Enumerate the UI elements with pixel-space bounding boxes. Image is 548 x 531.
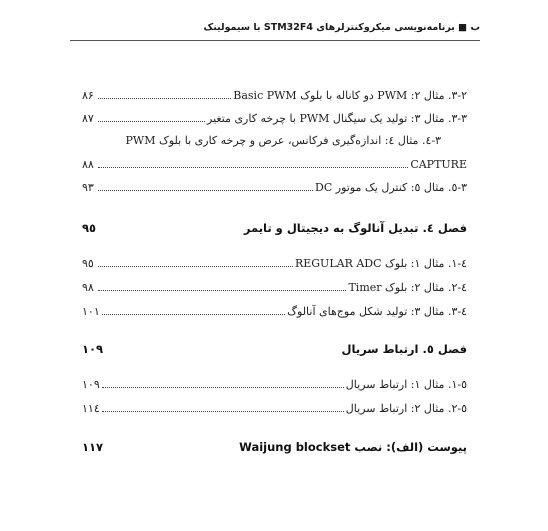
toc-entry-title: ٥-۱. مثال ۱: ارتباط سریال xyxy=(345,378,467,391)
dot-leader xyxy=(102,399,344,412)
toc-entry[interactable] xyxy=(82,132,467,150)
toc-entry[interactable] xyxy=(82,278,467,296)
toc-entry-page: ۸۶ xyxy=(82,89,94,102)
toc-entry-title: CAPTURE xyxy=(410,158,467,171)
running-header xyxy=(70,22,480,33)
dot-leader xyxy=(98,178,313,191)
toc-entry-page: ۸۷ xyxy=(82,112,94,125)
toc-entry-page: ۸۸ xyxy=(82,158,94,171)
toc-chapter-page: ۱۰۹ xyxy=(82,342,104,356)
toc-entry-page: ۹۳ xyxy=(82,181,94,194)
toc-chapter-title: فصل ٥. ارتباط سریال xyxy=(341,342,467,356)
toc-entry-title: ۳-۳. مثال ۳: تولید یک سیگنال PWM با چرخه کاری متغیر xyxy=(207,112,467,125)
dot-leader xyxy=(98,86,231,99)
toc-entry-title: ۳-٥. مثال ٥: کنترل یک موتور DC xyxy=(315,181,467,194)
toc-chapter[interactable] xyxy=(82,218,467,238)
toc-entry[interactable] xyxy=(82,375,467,393)
toc-chapter[interactable] xyxy=(82,339,467,359)
toc-entry-page: ۹۸ xyxy=(82,281,94,294)
running-header-title: ب ■ برنامه‌نویسی میکروکنترلرهای STM32F4 با سیمولینک xyxy=(203,22,480,33)
toc-appendix[interactable] xyxy=(82,437,467,457)
toc-entry[interactable] xyxy=(82,109,467,127)
toc-entry-page: ۱۰۹ xyxy=(82,378,100,391)
toc-entry-title: ۳-٤. مثال ٤: اندازه‌گیری فرکانس، عرض و چرخه کاری با بلوک PWM xyxy=(125,134,441,147)
toc-appendix-page: ۱۱۷ xyxy=(82,440,104,454)
toc-entry-title: ٤-۲. مثال ۲: بلوک Timer xyxy=(348,281,467,294)
toc-chapter-title: فصل ٤. تبدیل آنالوگ به دیجیتال و تایمر xyxy=(243,221,467,235)
toc-entry-title: ٥-۲. مثال ۲: ارتباط سریال xyxy=(345,402,467,415)
toc-entry[interactable] xyxy=(82,86,467,104)
dot-leader xyxy=(98,109,205,122)
toc-entry[interactable] xyxy=(82,399,467,417)
toc-entry-title: ٤-۳. مثال ۳: تولید شکل موج‌های آنالوگ xyxy=(287,305,467,318)
dot-leader xyxy=(102,375,344,388)
header-rule xyxy=(70,40,480,41)
toc-entry[interactable] xyxy=(82,155,467,173)
toc-entry-page: ۱۱٤ xyxy=(82,402,100,415)
toc-entry-title: ۳-۲. مثال ۲: PWM دو کاناله با بلوک Basic PWM xyxy=(233,89,467,102)
dot-leader xyxy=(98,254,293,267)
toc-entry-page: ۹٥ xyxy=(82,257,94,270)
toc-entry[interactable] xyxy=(82,302,467,320)
toc-chapter-page: ۹٥ xyxy=(82,221,97,235)
dot-leader xyxy=(98,278,346,291)
toc-entry-title: ٤-۱. مثال ۱: بلوک REGULAR ADC xyxy=(294,257,467,270)
toc-entry[interactable] xyxy=(82,178,467,196)
toc-entry-page: ۱۰۱ xyxy=(82,305,100,318)
dot-leader xyxy=(98,155,408,168)
dot-leader xyxy=(102,302,285,315)
toc-entry[interactable] xyxy=(82,254,467,272)
toc-appendix-title: پیوست (الف): نصب Waijung blockset xyxy=(239,440,467,454)
